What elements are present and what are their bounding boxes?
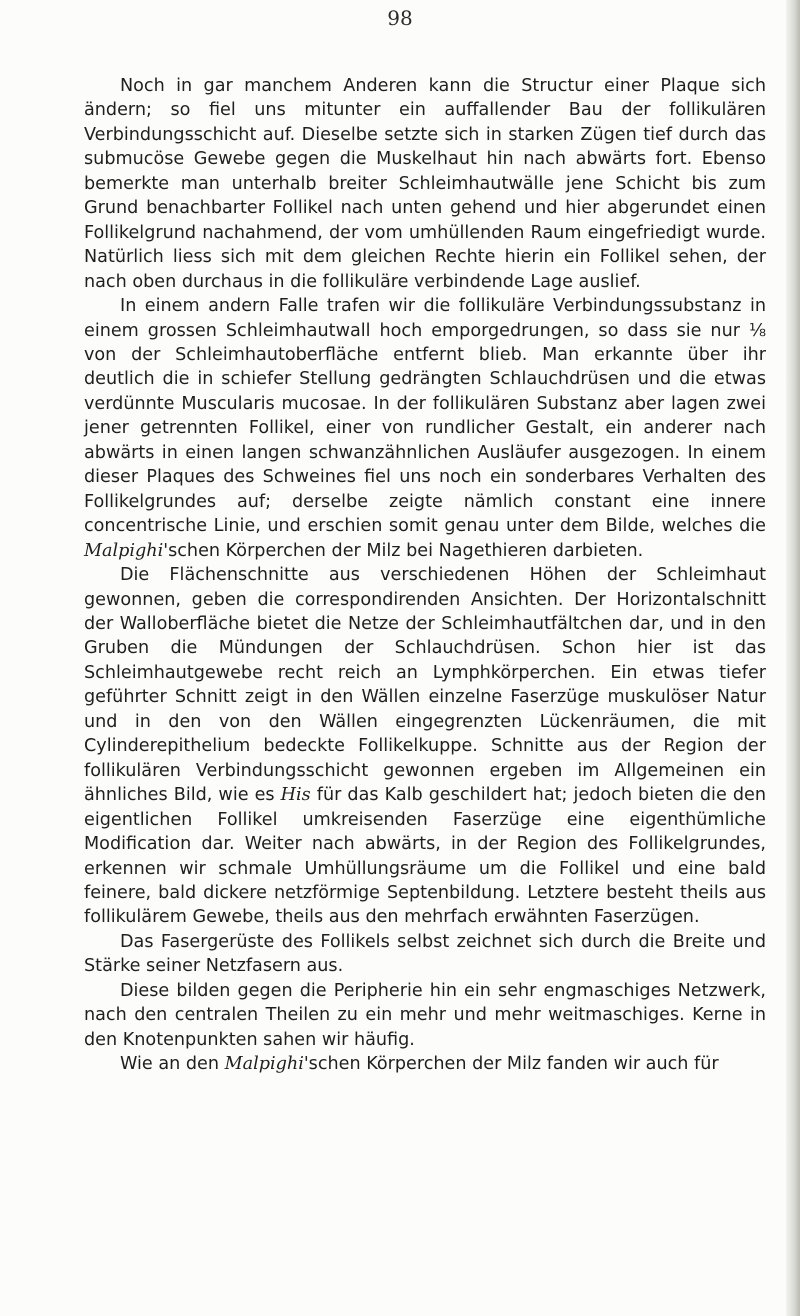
text-run: Das Fasergerüste des Follikels selbst zeichnet sich durch die Breite und Stärke seiner Netzfasern aus. [84,931,766,977]
italic-name: His [280,785,311,806]
page-number: 98 [387,6,413,30]
paragraph [84,563,766,930]
paragraph [84,74,766,294]
text-run: 'schen Körperchen der Milz fanden wir auch für [303,1054,719,1075]
body-text [84,74,766,1077]
text-run: für das Kalb geschildert hat; jedoch bieten die den eigentlichen Follikel umkreisenden Faserzüge eine eigenthümliche Modification dar. Weiter nach abwärts, in der Region des Follikelgrundes, erkennen wir schmale Umhüllungsräume um die Follikel und eine bald feinere, bald dickere netzförmige Septenbildung. Letztere besteht theils aus follikulärem Gewebe, theils aus den mehrfach erwähnten Faserzügen. [84,785,766,928]
text-run: 'schen Körperchen der Milz bei Nagethieren darbieten. [163,540,644,561]
text-run: Diese bilden gegen die Peripherie hin ein sehr engmaschiges Netzwerk, nach den centralen Theilen zu ein mehr und mehr weitmaschiges. Kerne in den Knotenpunkten sahen wir häufig. [84,980,766,1050]
italic-name: Malpighi [224,1054,304,1075]
text-run: In einem andern Falle trafen wir die follikuläre Verbindungssubstanz in einem grossen Schleimhautwall hoch emporgedrungen, so dass sie nur ⅛ von der Schleimhautoberfläche entfernt blieb. Man erkannte über ihr deutlich die in schiefer Stellung gedrängten Schlauchdrüsen und die etwas verdünnte Muscularis mucosae. In der follikulären Substanz aber lagen zwei jener getrennten Follikel, einer von rundlicher Gestalt, ein anderer nach abwärts in einen langen schwanzähnlichen Ausläufer ausgezogen. In einem dieser Plaques des Schweines fiel uns noch ein sonderbares Verhalten des Follikelgrundes auf; derselbe zeigte nämlich constant eine innere concentrische Linie, und erschien somit genau unter dem Bilde, welches die [84,296,766,537]
text-run: Noch in gar manchem Anderen kann die Structur einer Plaque sich ändern; so fiel uns mitunter ein auffallender Bau der follikulären Verbindungsschicht auf. Dieselbe setzte sich in starken Zügen tief durch das submucöse Gewebe gegen die Muskelhaut hin nach abwärts fort. Ebenso bemerkte man unterhalb breiter Schleimhautwälle jene Schicht bis zum Grund benachbarter Follikel nach unten gehend und hier abgerundet einen Follikelgrund nachahmend, der vom umhüllenden Raum eingefriedigt wurde. Natürlich liess sich mit dem gleichen Rechte hierin ein Follikel sehen, der nach oben durchaus in die follikuläre verbindende Lage auslief. [84,76,766,292]
italic-name: Malpighi [84,540,164,561]
paragraph [84,1052,766,1076]
paragraph [84,979,766,1052]
page-edge-shadow [786,0,800,1316]
text-run: Wie an den [120,1054,225,1075]
text-run: Die Flächenschnitte aus verschiedenen Höhen der Schleimhaut gewonnen, geben die correspondirenden Ansichten. Der Horizontalschnitt der Walloberfläche bietet die Netze der Schleimhautfältchen dar, und in den Gruben die Mündungen der Schlauchdrüsen. Schon hier ist das Schleimhautgewebe recht reich an Lymphkörperchen. Ein etwas tiefer geführter Schnitt zeigt in den Wällen einzelne Faserzüge muskulöser Natur und in den von den Wällen eingegrenzten Lückenräumen, die mit Cylinderepithelium bedeckte Follikelkuppe. Schnitte aus der Region der follikulären Verbindungsschicht gewonnen ergeben im Allgemeinen ein ähnliches Bild, wie es [84,565,766,806]
paragraph [84,294,766,563]
paragraph [84,930,766,979]
